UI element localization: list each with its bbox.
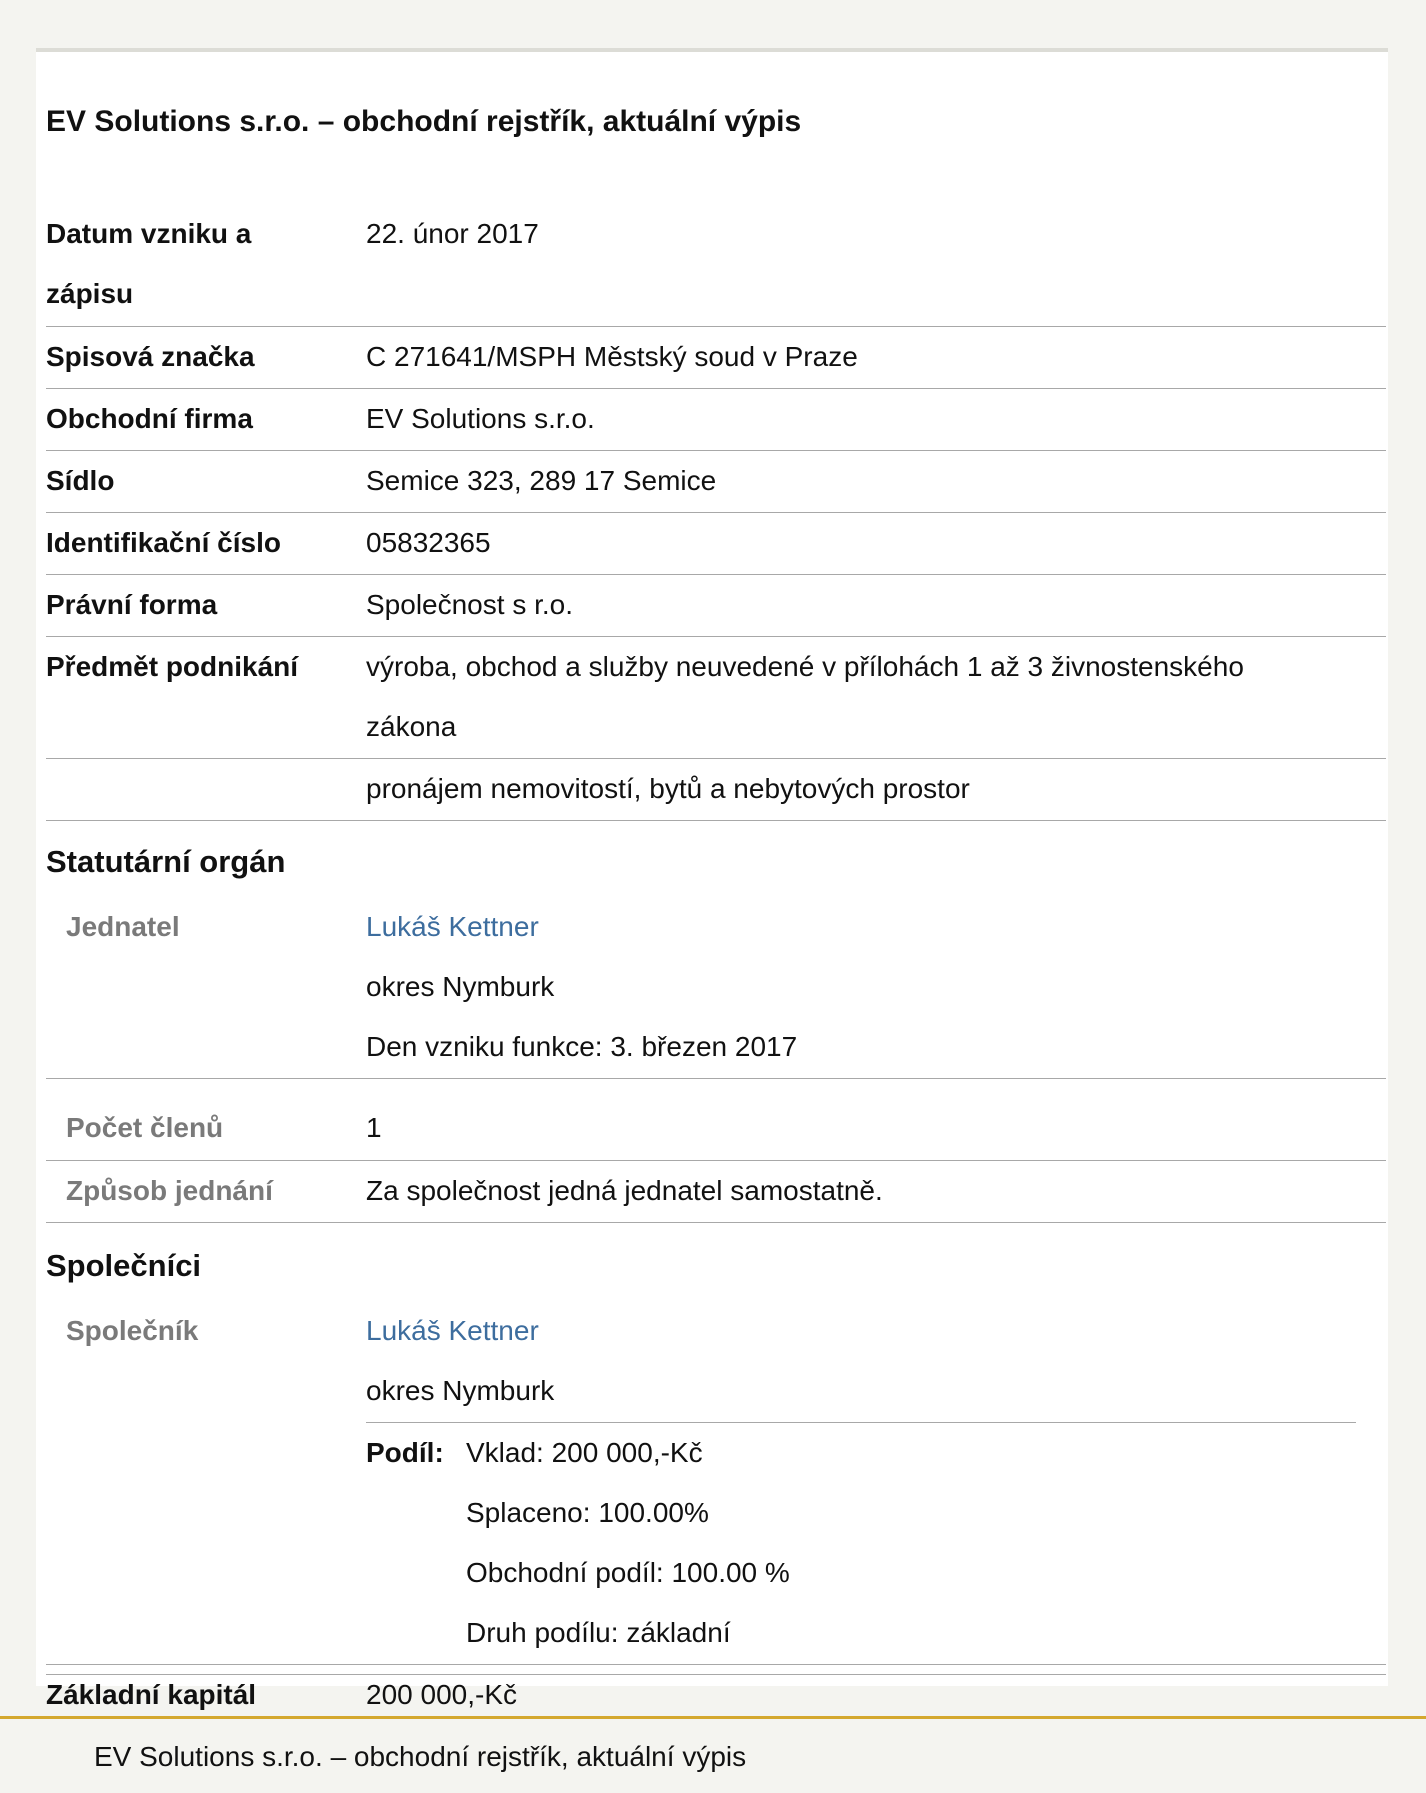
divider bbox=[46, 574, 1386, 575]
podil-splaceno: Splaceno: 100.00% bbox=[466, 1497, 709, 1528]
jednatel-label: Jednatel bbox=[66, 911, 180, 942]
predmet-value-2: pronájem nemovitostí, bytů a nebytových prostor bbox=[366, 773, 970, 804]
pocet-label: Počet členů bbox=[66, 1112, 224, 1143]
ico-label: Identifikační číslo bbox=[46, 527, 281, 558]
statutarni-heading: Statutární orgán bbox=[46, 844, 286, 879]
forma-value: Společnost s r.o. bbox=[366, 589, 574, 620]
firma-label: Obchodní firma bbox=[46, 403, 253, 434]
divider bbox=[46, 1222, 1386, 1223]
podil-druh: Druh podílu: základní bbox=[466, 1617, 731, 1648]
sidlo-value: Semice 323, 289 17 Semice bbox=[366, 465, 717, 496]
jednatel-link[interactable]: Lukáš Kettner bbox=[366, 911, 539, 942]
datum-label-line1: Datum vzniku a bbox=[46, 218, 252, 249]
podil-label: Podíl: bbox=[366, 1437, 444, 1468]
firma-value: EV Solutions s.r.o. bbox=[366, 403, 595, 434]
spolecnici-heading: Společníci bbox=[46, 1248, 202, 1283]
footer-bar bbox=[0, 1716, 1426, 1793]
zpusob-value: Za společnost jedná jednatel samostatně. bbox=[366, 1175, 883, 1206]
predmet-label: Předmět podnikání bbox=[46, 651, 299, 682]
predmet-value-1-line2: zákona bbox=[366, 711, 457, 742]
datum-value: 22. únor 2017 bbox=[366, 218, 539, 249]
divider bbox=[46, 1674, 1386, 1675]
podil-obchodni: Obchodní podíl: 100.00 % bbox=[466, 1557, 790, 1588]
spolecnik-link[interactable]: Lukáš Kettner bbox=[366, 1315, 539, 1346]
spolecnik-okres: okres Nymburk bbox=[366, 1375, 555, 1406]
registry-card bbox=[36, 48, 1388, 1710]
pocet-value: 1 bbox=[366, 1112, 382, 1143]
jednatel-den-vzniku: Den vzniku funkce: 3. březen 2017 bbox=[366, 1031, 798, 1062]
predmet-value-1-line1: výroba, obchod a služby neuvedené v přílohách 1 až 3 živnostenského bbox=[366, 651, 1244, 682]
zpusob-label: Způsob jednání bbox=[66, 1175, 273, 1206]
forma-label: Právní forma bbox=[46, 589, 218, 620]
spisova-value: C 271641/MSPH Městský soud v Praze bbox=[366, 341, 858, 372]
spisova-label: Spisová značka bbox=[46, 341, 255, 372]
kapital-label: Základní kapitál bbox=[46, 1679, 257, 1710]
kapital-value: 200 000,-Kč bbox=[366, 1679, 517, 1710]
jednatel-okres: okres Nymburk bbox=[366, 971, 555, 1002]
ico-value: 05832365 bbox=[366, 527, 491, 558]
divider bbox=[46, 1078, 1386, 1079]
page-title: EV Solutions s.r.o. – obchodní rejstřík, aktuální výpis bbox=[46, 105, 802, 138]
podil-vklad: Vklad: 200 000,-Kč bbox=[466, 1437, 703, 1468]
spolecnik-label: Společník bbox=[66, 1315, 199, 1346]
sidlo-label: Sídlo bbox=[46, 465, 115, 496]
footer-title: EV Solutions s.r.o. – obchodní rejstřík, aktuální výpis bbox=[94, 1741, 747, 1772]
divider bbox=[46, 820, 1386, 821]
datum-label-line2: zápisu bbox=[46, 278, 134, 309]
